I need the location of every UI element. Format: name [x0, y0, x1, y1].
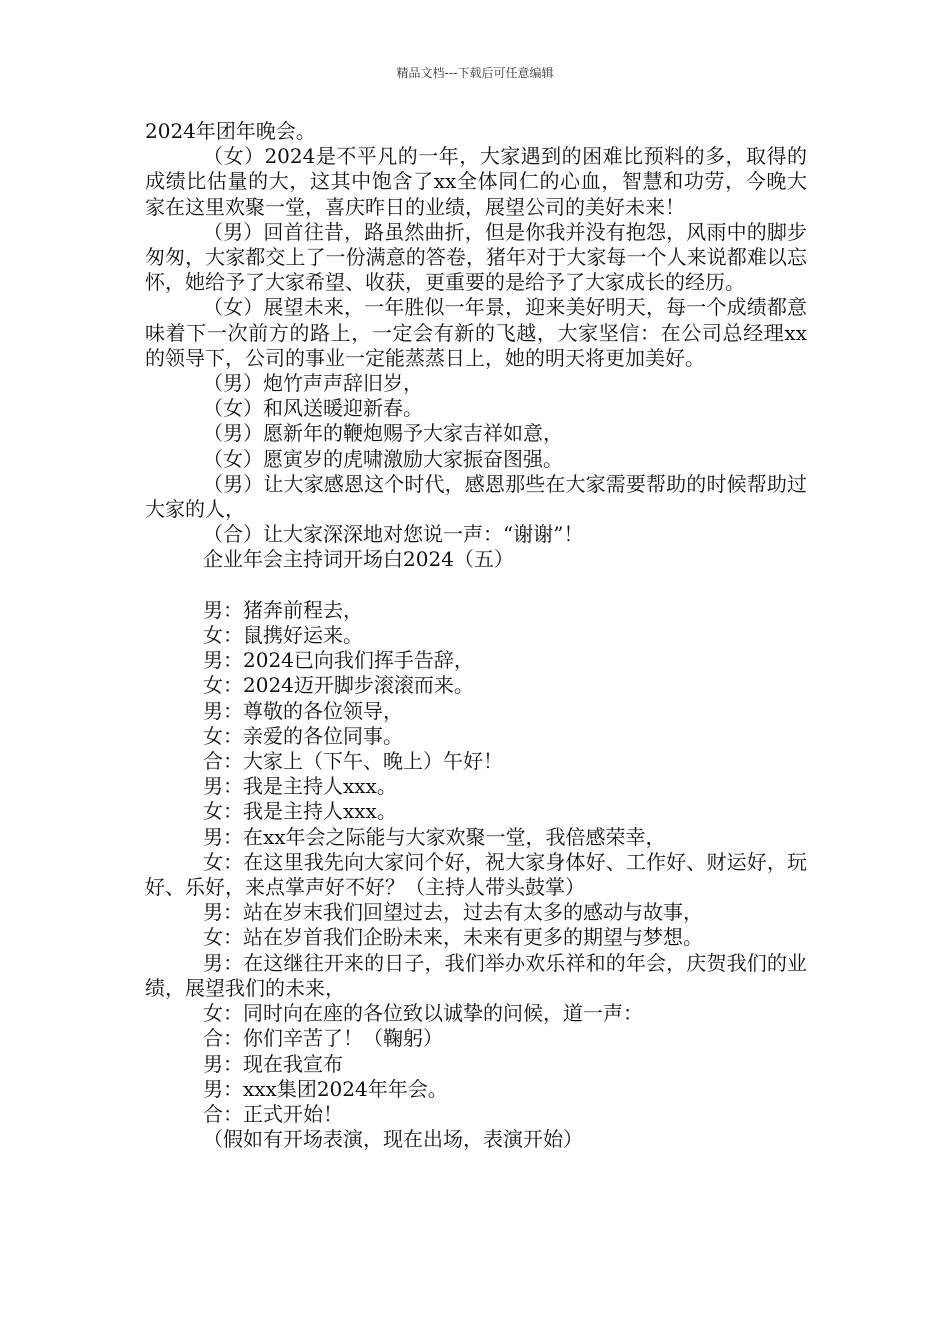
- paragraph: （男）愿新年的鞭炮赐予大家吉祥如意，: [203, 421, 563, 446]
- paragraph: 2024年团年晚会。: [145, 119, 316, 143]
- dialogue-line: 合：正式开始！: [203, 1101, 343, 1126]
- stage-direction: （假如有开场表演，现在出场，表演开始）: [203, 1127, 583, 1152]
- page-header: 精品文档---下载后可任意编辑: [396, 66, 554, 80]
- dialogue-line: 男：在xx年会之际能与大家欢聚一堂，我倍感荣幸，: [203, 824, 666, 849]
- document-body: [145, 119, 807, 1152]
- paragraph: （女）和风送暖迎新春。: [203, 396, 423, 421]
- dialogue-line: 男：在这继往开来的日子，我们举办欢乐祥和的年会，庆贺我们的业绩，展望我们的未来，: [145, 950, 807, 1000]
- dialogue-line: 女：在这里我先向大家问个好，祝大家身体好、工作好、财运好，玩好、乐好，来点掌声好不好？（主持人带头鼓掌）: [145, 849, 807, 900]
- dialogue-line: 男：站在岁末我们回望过去，过去有太多的感动与故事，: [203, 900, 703, 925]
- paragraph: （女）展望未来，一年胜似一年景，迎来美好明天，每一个成绩都意味着下一次前方的路上，一定会有新的飞越，大家坚信：在公司总经理xx的领导下，公司的事业一定能蒸蒸日上，她的明天将更加美好。: [145, 295, 807, 370]
- dialogue-line: 男：2024已向我们挥手告辞，: [203, 648, 474, 673]
- blank-line: [145, 573, 807, 598]
- paragraph: （女）2024是不平凡的一年，大家遇到的困难比预料的多，取得的成绩比估量的大，这其中饱含了xx全体同仁的心血，智慧和功劳，今晚大家在这里欢聚一堂，喜庆昨日的业绩，展望公司的美好未来！: [145, 144, 807, 219]
- section-heading: 企业年会主持词开场白2024（五）: [203, 547, 514, 572]
- dialogue-line: 女：同时向在座的各位致以诚挚的问候，道一声：: [203, 1001, 643, 1026]
- paragraph: （男）炮竹声声辞旧岁，: [203, 371, 423, 396]
- paragraph: （合）让大家深深地对您说一声：“谢谢”！: [203, 522, 584, 547]
- dialogue-line: 男：xxx集团2024年年会。: [203, 1076, 448, 1101]
- dialogue-line: 女：亲爱的各位同事。: [203, 723, 403, 748]
- dialogue-line: 男：尊敬的各位领导，: [203, 698, 403, 723]
- dialogue-line: 女：2024迈开脚步滚滚而来。: [203, 673, 474, 698]
- dialogue-line: 男：我是主持人xxx。: [203, 774, 397, 799]
- dialogue-line: 男：猪奔前程去，: [203, 597, 363, 622]
- paragraph: （女）愿寅岁的虎啸激励大家振奋图强。: [203, 446, 563, 471]
- paragraph: （男）回首往昔，路虽然曲折，但是你我并没有抱怨，风雨中的脚步匆匆，大家都交上了一份满意的答卷，猪年对于大家每一个人来说都难以忘怀，她给予了大家希望、收获，更重要的是给予了大家成长的经历。: [145, 219, 807, 295]
- paragraph: （男）让大家感恩这个时代，感恩那些在大家需要帮助的时候帮助过大家的人，: [145, 471, 807, 522]
- dialogue-line: 女：鼠携好运来。: [203, 623, 363, 648]
- dialogue-line: 合：你们辛苦了！（鞠躬）: [203, 1026, 443, 1051]
- dialogue-line: 女：我是主持人xxx。: [203, 799, 397, 824]
- dialogue-line: 男：现在我宣布: [203, 1051, 343, 1076]
- dialogue-line: 合：大家上（下午、晚上）午好！: [203, 749, 503, 774]
- dialogue-line: 女：站在岁首我们企盼未来，未来有更多的期望与梦想。: [203, 925, 703, 950]
